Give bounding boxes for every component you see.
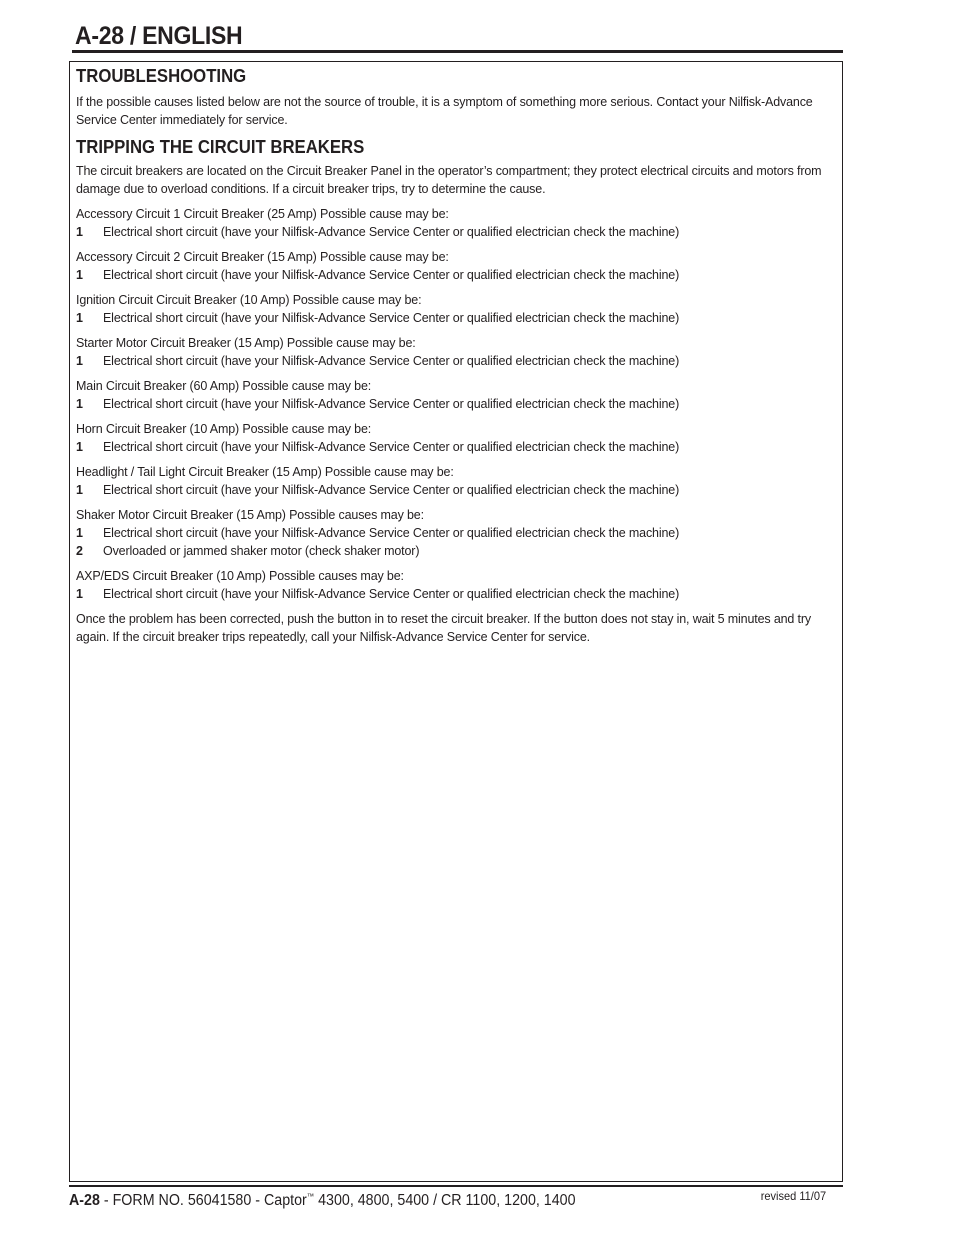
cause-number: 1 — [76, 483, 83, 497]
cause-text: Electrical short circuit (have your Nilfisk-Advance Service Center or qualified electrician check the machine) — [103, 354, 680, 368]
footer-models: 4300, 4800, 5400 / CR 1100, 1200, 1400 — [314, 1192, 576, 1209]
cause-row — [76, 481, 828, 499]
cause-text: Overloaded or jammed shaker motor (check shaker motor) — [103, 544, 420, 558]
cause-text: Electrical short circuit (have your Nilfisk-Advance Service Center or qualified electrician check the machine) — [103, 483, 680, 497]
cause-number: 1 — [76, 526, 83, 540]
cause-text: Electrical short circuit (have your Nilfisk-Advance Service Center or qualified electrician check the machine) — [103, 440, 680, 454]
circuit-breakers-intro — [76, 162, 828, 198]
closing-line1: Once the problem has been corrected, push the button in to reset the circuit breaker. If the button does not stay in, wait 5 minutes and try — [76, 612, 811, 626]
troubleshooting-heading: TROUBLESHOOTING — [76, 66, 247, 86]
breaker-group — [76, 463, 828, 499]
breaker-title: Starter Motor Circuit Breaker (15 Amp) Possible cause may be: — [76, 336, 416, 350]
troubleshooting-section — [76, 66, 828, 129]
footer-page-number: A-28 — [69, 1192, 100, 1209]
breaker-group — [76, 567, 828, 603]
breaker-group — [76, 291, 828, 327]
troubleshooting-intro — [76, 93, 828, 129]
breaker-group — [76, 377, 828, 413]
closing-paragraph — [76, 610, 828, 646]
cause-number: 1 — [76, 354, 83, 368]
breaker-group — [76, 205, 828, 241]
cause-row — [76, 395, 828, 413]
cause-text: Electrical short circuit (have your Nilfisk-Advance Service Center or qualified electrician check the machine) — [103, 225, 680, 239]
cause-row — [76, 585, 828, 603]
footer-revised: revised 11/07 — [760, 1189, 826, 1203]
cause-number: 1 — [76, 225, 83, 239]
breaker-title: Shaker Motor Circuit Breaker (15 Amp) Possible causes may be: — [76, 508, 424, 522]
cause-row — [76, 266, 828, 284]
closing-line2: again. If the circuit breaker trips repeatedly, call your Nilfisk-Advance Service Center for service. — [76, 630, 591, 644]
cause-number: 1 — [76, 397, 83, 411]
cause-number: 2 — [76, 544, 83, 558]
circuit-breakers-heading: TRIPPING THE CIRCUIT BREAKERS — [76, 137, 365, 157]
cause-number: 1 — [76, 311, 83, 325]
cause-row — [76, 542, 828, 560]
breaker-group — [76, 506, 828, 560]
breaker-title: Accessory Circuit 1 Circuit Breaker (25 Amp) Possible cause may be: — [76, 207, 449, 221]
breaker-title: Horn Circuit Breaker (10 Amp) Possible cause may be: — [76, 422, 372, 436]
cause-text: Electrical short circuit (have your Nilfisk-Advance Service Center or qualified electrician check the machine) — [103, 311, 680, 325]
circuit-breakers-intro-line2: damage due to overload conditions. If a circuit breaker trips, try to determine the cause. — [76, 182, 546, 196]
cause-row — [76, 352, 828, 370]
cause-text: Electrical short circuit (have your Nilfisk-Advance Service Center or qualified electrician check the machine) — [103, 397, 680, 411]
troubleshooting-intro-line1: If the possible causes listed below are not the source of trouble, it is a symptom of something more serious. Contact your Nilfisk-Advance — [76, 95, 813, 109]
breaker-title: Main Circuit Breaker (60 Amp) Possible cause may be: — [76, 379, 372, 393]
breaker-group — [76, 334, 828, 370]
cause-text: Electrical short circuit (have your Nilfisk-Advance Service Center or qualified electrician check the machine) — [103, 526, 680, 540]
cause-row — [76, 223, 828, 241]
cause-row — [76, 309, 828, 327]
circuit-breakers-intro-line1: The circuit breakers are located on the Circuit Breaker Panel in the operator’s compartment; they protect electrical circuits and motors from — [76, 164, 822, 178]
page-header — [72, 20, 843, 53]
footer-form-info — [69, 1192, 576, 1210]
cause-number: 1 — [76, 268, 83, 282]
cause-text: Electrical short circuit (have your Nilfisk-Advance Service Center or qualified electrician check the machine) — [103, 587, 680, 601]
breaker-title: Ignition Circuit Circuit Breaker (10 Amp) Possible cause may be: — [76, 293, 422, 307]
cause-text: Electrical short circuit (have your Nilfisk-Advance Service Center or qualified electrician check the machine) — [103, 268, 680, 282]
trademark-symbol: ™ — [306, 1191, 315, 1201]
page-title: A-28 / ENGLISH — [75, 22, 243, 50]
cause-row — [76, 524, 828, 542]
footer-rule — [69, 1185, 843, 1187]
breaker-group — [76, 420, 828, 456]
content-box — [69, 61, 843, 1182]
cause-number: 1 — [76, 587, 83, 601]
breaker-group — [76, 248, 828, 284]
troubleshooting-intro-line2: Service Center immediately for service. — [76, 113, 288, 127]
cause-row — [76, 438, 828, 456]
footer-form-text: - FORM NO. 56041580 - Captor — [99, 1192, 307, 1209]
circuit-breakers-section — [76, 137, 828, 646]
breaker-title: Headlight / Tail Light Circuit Breaker (15 Amp) Possible cause may be: — [76, 465, 454, 479]
breaker-title: Accessory Circuit 2 Circuit Breaker (15 Amp) Possible cause may be: — [76, 250, 449, 264]
breaker-title: AXP/EDS Circuit Breaker (10 Amp) Possible causes may be: — [76, 569, 404, 583]
cause-number: 1 — [76, 440, 83, 454]
